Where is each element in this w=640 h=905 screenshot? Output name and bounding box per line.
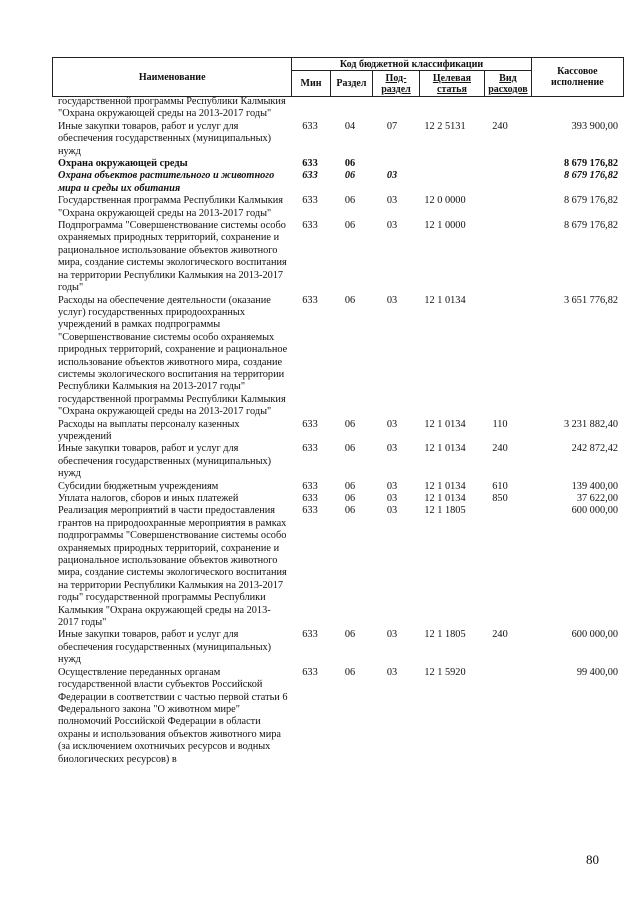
header-cel-line1: Целевая bbox=[432, 72, 471, 84]
header-min: Мин bbox=[292, 71, 330, 97]
vid-cell: 610 bbox=[492, 480, 508, 492]
vid-cell: 240 bbox=[492, 443, 508, 455]
min-cell: 633 bbox=[302, 629, 318, 641]
header-vid bbox=[485, 71, 532, 97]
header-cash bbox=[531, 58, 623, 97]
sum-cell: 3 231 882,40 bbox=[563, 418, 618, 430]
table-row bbox=[52, 158, 624, 170]
table-row bbox=[52, 443, 624, 480]
header-cash-line1: Кассовое bbox=[557, 66, 598, 77]
row-name: Государственная программа Республики Калмыкия "Охрана окружающей среды на 2013-2017 годы" bbox=[58, 195, 283, 219]
razdel-cell: 06 bbox=[344, 158, 356, 170]
cel-cell: 12 1 0134 bbox=[424, 294, 466, 306]
podrazdel-cell: 07 bbox=[386, 120, 398, 132]
row-name: Подпрограмма "Совершенствование системы особо охраняемых природных территорий, сохранение и рациональное использование объектов животного мира, создание системы экологического воспитания на территории Республики Калмыкия на 2013-2017 годы" bbox=[58, 220, 287, 294]
sum-cell: 600 000,00 bbox=[571, 629, 618, 641]
cel-cell: 12 0 0000 bbox=[424, 195, 466, 207]
row-name: Реализация мероприятий в части предоставления грантов на природоохранные мероприятия в рамках подпрограммы "Совершенствование системы особо охраняемых природных территорий, сохранение и рациональное использование объектов животного мира, создание системы экологического воспитания на территории Республики Калмыкия на 2013-2017 годы" государственной программы Республики Калмыкия "Охрана окружающей среды на 2013-2017 годы" bbox=[58, 505, 287, 629]
cel-cell: 12 1 1805 bbox=[424, 629, 466, 641]
header-razdel: Раздел bbox=[330, 71, 372, 97]
podrazdel-cell: 03 bbox=[386, 294, 398, 306]
row-name: Охрана окружающей среды bbox=[58, 158, 188, 170]
vid-cell: 240 bbox=[492, 120, 508, 132]
sum-cell: 99 400,00 bbox=[576, 666, 618, 678]
row-name: Иные закупки товаров, работ и услуг для обеспечения государственных (муниципальных) нужд bbox=[58, 120, 272, 157]
table-row bbox=[52, 121, 624, 158]
table-row bbox=[52, 667, 624, 766]
podrazdel-cell: 03 bbox=[386, 220, 398, 232]
page-number: 80 bbox=[586, 852, 599, 867]
cel-cell: 12 2 5131 bbox=[424, 120, 466, 132]
header-podrazdel-line2: раздел bbox=[381, 83, 411, 95]
cel-cell: 12 1 0134 bbox=[424, 443, 466, 455]
row-name: Субсидии бюджетным учреждениям bbox=[58, 480, 219, 492]
min-cell: 633 bbox=[302, 195, 318, 207]
sum-cell: 393 900,00 bbox=[571, 120, 618, 132]
razdel-cell: 06 bbox=[344, 170, 356, 182]
podrazdel-cell: 03 bbox=[386, 170, 398, 182]
table-row bbox=[52, 170, 624, 195]
podrazdel-cell: 03 bbox=[386, 666, 398, 678]
header-cel bbox=[419, 71, 484, 97]
table-row bbox=[52, 195, 624, 220]
cel-cell: 12 1 5920 bbox=[424, 666, 466, 678]
table-row bbox=[52, 295, 624, 419]
sum-cell: 3 651 776,82 bbox=[563, 294, 618, 306]
row-name: Расходы на выплаты персоналу казенных учреждений bbox=[58, 418, 240, 442]
podrazdel-cell: 03 bbox=[386, 195, 398, 207]
min-cell: 633 bbox=[302, 666, 318, 678]
header-vid-line2: расходов bbox=[488, 83, 528, 95]
table-row bbox=[52, 96, 624, 121]
cel-cell: 12 1 0134 bbox=[424, 418, 466, 430]
header-vid-line1: Вид bbox=[499, 72, 517, 84]
sum-cell: 8 679 176,82 bbox=[563, 158, 618, 170]
table-row bbox=[52, 505, 624, 629]
min-cell: 633 bbox=[302, 505, 318, 517]
razdel-cell: 06 bbox=[344, 443, 356, 455]
sum-cell: 8 679 176,82 bbox=[563, 195, 618, 207]
min-cell: 633 bbox=[302, 294, 318, 306]
min-cell: 633 bbox=[302, 120, 318, 132]
header-cel-line2: статья bbox=[437, 83, 467, 95]
podrazdel-cell: 03 bbox=[386, 418, 398, 430]
row-name: Иные закупки товаров, работ и услуг для обеспечения государственных (муниципальных) нужд bbox=[58, 443, 272, 480]
min-cell: 633 bbox=[302, 220, 318, 232]
row-name: Осуществление переданных органам государственной власти субъектов Российской Федерации в соответствии с частью первой статьи 6 Федерального закона "О животном мире" полномочий Российской Федерации в области охраны и использования объектов животного мира (за исключением охотничьих ресурсов и водных биологических ресурсов) в bbox=[58, 666, 288, 765]
cel-cell: 12 1 1805 bbox=[424, 505, 466, 517]
row-name: Расходы на обеспечение деятельности (оказание услуг) государственных природоохранных учреждений в рамках подпрограммы "Совершенствование системы особо охраняемых природных территорий, сохранение и рациональное использование объектов животного мира, создание системы экологического воспитания на территории Республики Калмыкия на 2013-2017 годы" государственной программы Республики Калмыкия "Охрана окружающей среды на 2013-2017 годы" bbox=[58, 294, 288, 418]
razdel-cell: 06 bbox=[344, 480, 356, 492]
podrazdel-cell: 03 bbox=[386, 443, 398, 455]
sum-cell: 8 679 176,82 bbox=[563, 170, 618, 182]
razdel-cell: 06 bbox=[344, 195, 356, 207]
min-cell: 633 bbox=[302, 158, 318, 170]
min-cell: 633 bbox=[302, 443, 318, 455]
podrazdel-cell: 03 bbox=[386, 480, 398, 492]
min-cell: 633 bbox=[302, 170, 318, 182]
vid-cell: 240 bbox=[492, 629, 508, 641]
header-podrazdel-line1: Под- bbox=[385, 72, 407, 84]
cel-cell: 12 1 0000 bbox=[424, 220, 466, 232]
cel-cell: 12 1 0134 bbox=[424, 493, 466, 504]
table-row bbox=[52, 481, 624, 493]
razdel-cell: 04 bbox=[344, 120, 356, 132]
razdel-cell: 06 bbox=[344, 294, 356, 306]
sum-cell: 139 400,00 bbox=[571, 480, 618, 492]
header-kbk: Код бюджетной классификации bbox=[292, 58, 531, 71]
row-name: Уплата налогов, сборов и иных платежей bbox=[58, 493, 239, 504]
razdel-cell: 06 bbox=[344, 629, 356, 641]
table-row bbox=[52, 419, 624, 444]
podrazdel-cell: 03 bbox=[386, 493, 398, 504]
header-cash-line2: исполнение bbox=[551, 77, 604, 88]
cel-cell: 12 1 0134 bbox=[424, 480, 466, 492]
min-cell: 633 bbox=[302, 418, 318, 430]
razdel-cell: 06 bbox=[344, 220, 356, 232]
vid-cell: 110 bbox=[492, 418, 508, 430]
razdel-cell: 06 bbox=[344, 505, 356, 517]
row-name: государственной программы Республики Калмыкия "Охрана окружающей среды на 2013-2017 годы" bbox=[58, 96, 286, 120]
table-row bbox=[52, 629, 624, 666]
row-name: Иные закупки товаров, работ и услуг для обеспечения государственных (муниципальных) нужд bbox=[58, 629, 272, 666]
min-cell: 633 bbox=[302, 493, 318, 504]
table-row bbox=[52, 220, 624, 294]
razdel-cell: 06 bbox=[344, 666, 356, 678]
header-name: Наименование bbox=[53, 58, 292, 97]
podrazdel-cell: 03 bbox=[386, 505, 398, 517]
sum-cell: 242 872,42 bbox=[571, 443, 618, 455]
vid-cell: 850 bbox=[492, 493, 508, 504]
table-body bbox=[52, 96, 624, 766]
sum-cell: 37 622,00 bbox=[576, 493, 618, 504]
razdel-cell: 06 bbox=[344, 493, 356, 504]
min-cell: 633 bbox=[302, 480, 318, 492]
sum-cell: 600 000,00 bbox=[571, 505, 618, 517]
razdel-cell: 06 bbox=[344, 418, 356, 430]
table-row bbox=[52, 493, 624, 505]
sum-cell: 8 679 176,82 bbox=[563, 220, 618, 232]
podrazdel-cell: 03 bbox=[386, 629, 398, 641]
table-header bbox=[52, 57, 624, 97]
header-podrazdel bbox=[373, 71, 420, 97]
row-name: Охрана объектов растительного и животного мира и среды их обитания bbox=[58, 170, 275, 194]
